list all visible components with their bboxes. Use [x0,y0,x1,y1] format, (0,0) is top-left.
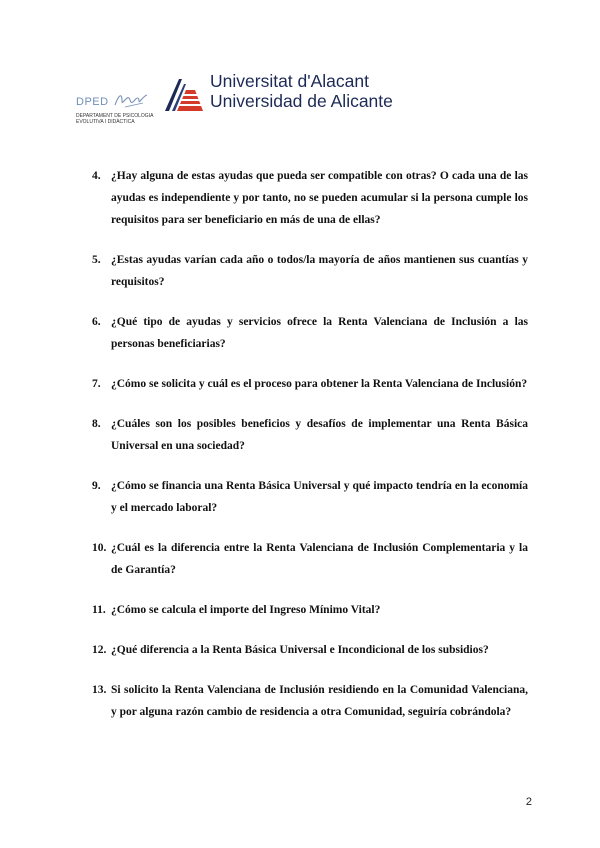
question-text: ¿Cómo se financia una Renta Básica Universal y qué impacto tendría en la economía y el mercado laboral? [111,480,528,514]
page-header [0,0,600,140]
question-list [92,165,528,723]
question-number: 4. [92,170,101,182]
question-number: 13. [92,684,107,696]
question-number: 9. [92,480,101,492]
question-item [92,679,528,723]
question-text: ¿Cómo se calcula el importe del Ingreso Mínimo Vital? [111,604,381,616]
page-number: 2 [525,796,532,808]
question-item [92,413,528,457]
question-text: ¿Qué diferencia a la Renta Básica Universal e Incondicional de los subsidios? [111,644,489,656]
question-number: 7. [92,378,101,390]
question-item [92,639,528,661]
department-subtitle: DEPARTAMENT DE PSICOLOGIA EVOLUTIVA I DIDÀCTICA [76,113,154,125]
university-name [210,71,393,111]
university-emblem-icon [164,76,204,112]
university-name-spanish: Universidad de Alicante [210,91,393,111]
university-name-valencian: Universitat d'Alacant [210,71,369,91]
question-text: ¿Cuál es la diferencia entre la Renta Valenciana de Inclusión Complementaria y la de Garantía? [111,542,528,576]
question-text: ¿Cómo se solicita y cuál es el proceso para obtener la Renta Valenciana de Inclusión? [111,378,528,390]
question-text: ¿Hay alguna de estas ayudas que pueda ser compatible con otras? O cada una de las ayudas es independiente y por tanto, no se pueden acumular si la persona cumple los requisitos para ser beneficiario en más de una de ellas? [111,170,528,226]
question-number: 6. [92,316,101,328]
question-item [92,475,528,519]
question-text: ¿Qué tipo de ayudas y servicios ofrece la Renta Valenciana de Inclusión a las personas beneficiarias? [111,316,528,350]
question-item [92,537,528,581]
question-number: 11. [92,604,106,616]
question-number: 8. [92,418,101,430]
question-number: 5. [92,254,101,266]
question-number: 10. [92,542,107,554]
question-text: Si solicito la Renta Valenciana de Inclusión residiendo en la Comunidad Valenciana, y por alguna razón cambio de residencia a otra Comunidad, seguiría cobrándola? [111,684,528,718]
question-item [92,165,528,231]
question-text: ¿Estas ayudas varían cada año o todos/la mayoría de años mantienen sus cuantías y requisitos? [111,254,528,288]
question-item [92,311,528,355]
signature-icon [113,88,149,110]
question-item [92,373,528,395]
question-item [92,599,528,621]
question-item [92,249,528,293]
question-text: ¿Cuáles son los posibles beneficios y desafíos de implementar una Renta Básica Universal en una sociedad? [111,418,528,452]
question-number: 12. [92,644,107,656]
department-logo-text: DPED [76,96,109,108]
